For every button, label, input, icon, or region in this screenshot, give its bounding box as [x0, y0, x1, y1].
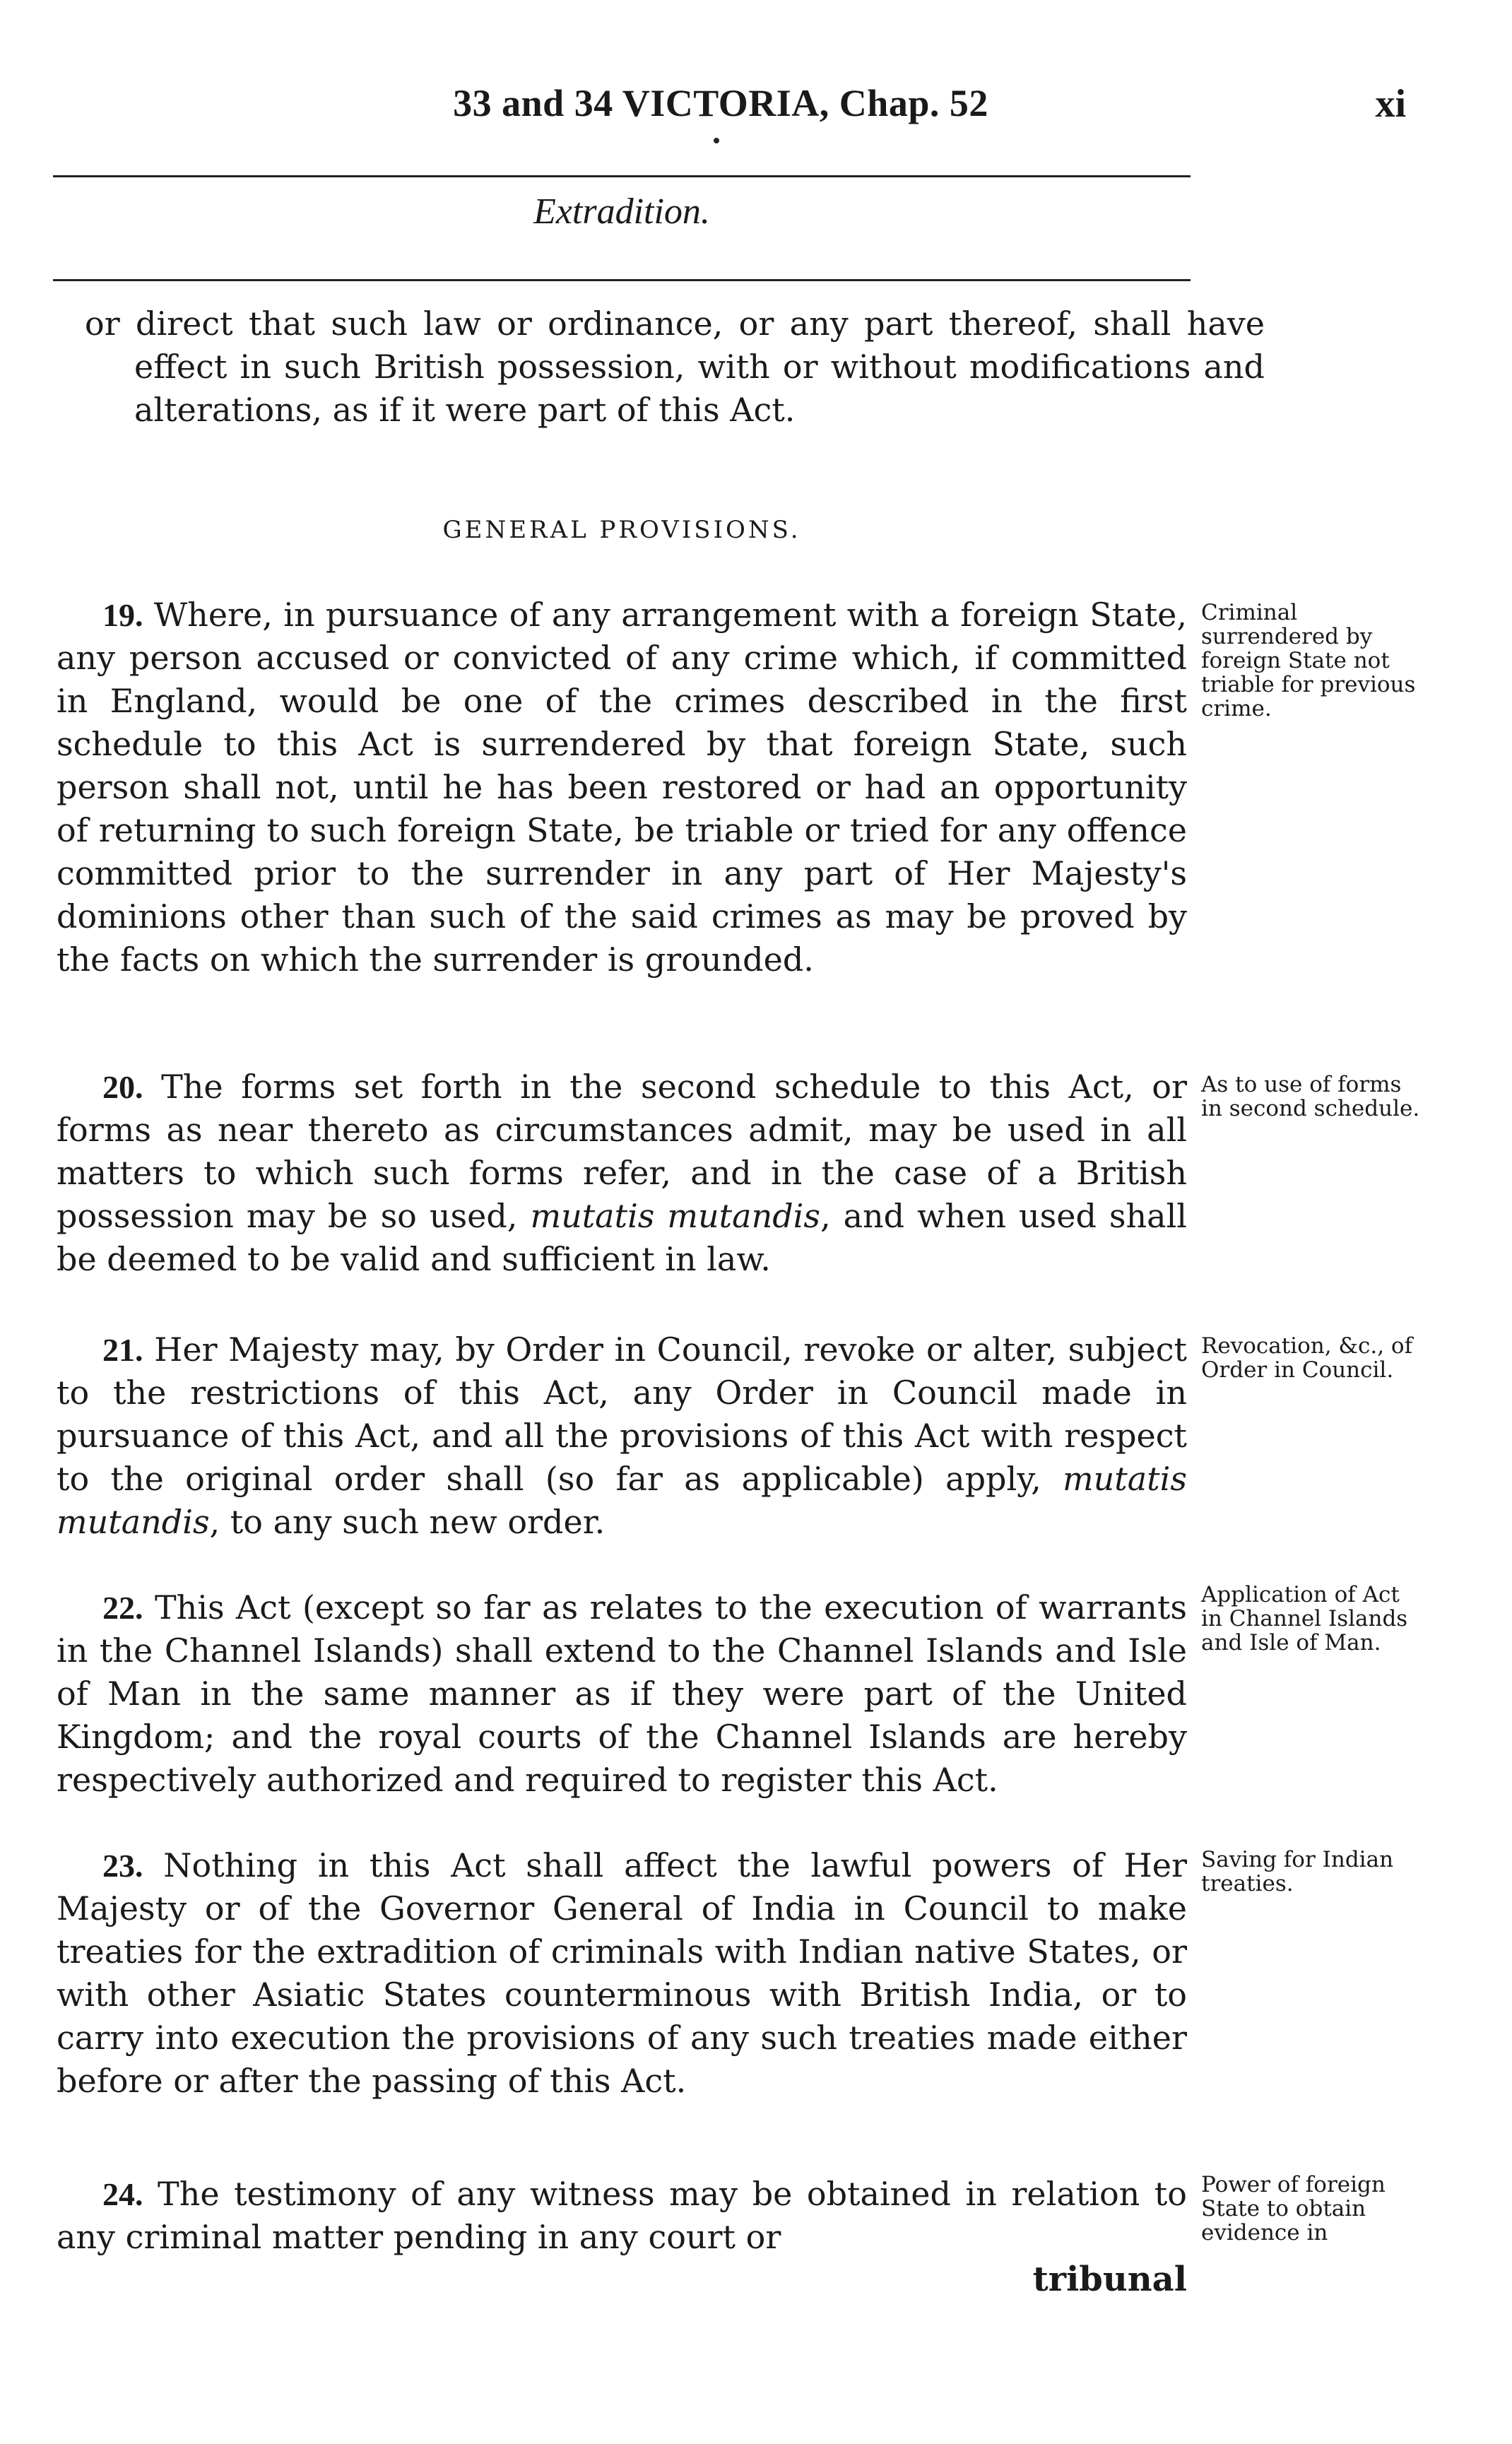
section-24	[57, 2173, 1187, 2259]
continuation-paragraph	[57, 302, 1265, 432]
section-number: 23.	[102, 1848, 143, 1884]
decorative-dot	[714, 138, 719, 143]
section-text-italic: mutatis mutandis	[57, 1460, 1187, 1541]
margin-note-23: Saving for Indian treaties.	[1201, 1847, 1394, 1896]
section-number: 19.	[102, 597, 143, 633]
margin-note-19: Criminal surrendered by foreign State not triable for previous crime.	[1201, 600, 1416, 721]
section-text-end: , to any such new order.	[209, 1503, 606, 1541]
section-number: 24.	[102, 2176, 143, 2212]
section-number: 20.	[102, 1069, 143, 1105]
section-23	[57, 1844, 1187, 2103]
section-number: 22.	[102, 1590, 143, 1626]
margin-note-22: Application of Act in Channel Islands and Isle of Man.	[1201, 1582, 1408, 1655]
continuation-text: or direct that such law or ordinance, or any part thereof, shall have effect in such British possession, with or without modifications and alterations, as if it were part of this Act.	[85, 305, 1265, 429]
section-21	[57, 1328, 1187, 1544]
section-text: The forms set forth in the second schedule to this Act, or forms as near thereto as circumstances admit, may be used in all matters to which such forms refer, and in the case of a British possession may be so used,	[57, 1068, 1187, 1235]
page-header-title: 33 and 34 VICTORIA, Chap. 52	[453, 82, 988, 124]
section-text: The testimony of any witness may be obtained in relation to any criminal matter pending in any court or	[57, 2175, 1187, 2256]
section-text-end: , and when used shall be deemed to be valid and sufficient in law.	[57, 1197, 1187, 1278]
catchword: tribunal	[1032, 2260, 1187, 2299]
section-text: Her Majesty may, by Order in Council, revoke or alter, subject to the restrictions of this Act, any Order in Council made in pursuance of this Act, and all the provisions of this Act with respect to the original order shall (so far as applicable) apply,	[57, 1330, 1187, 1498]
section-22	[57, 1586, 1187, 1802]
margin-note-24: Power of foreign State to obtain evidence in	[1201, 2172, 1386, 2245]
header-rule-top	[53, 175, 1191, 177]
section-number: 21.	[102, 1332, 143, 1368]
section-text-italic: mutatis mutandis	[530, 1197, 820, 1235]
section-text: Where, in pursuance of any arrangement with a foreign State, any person accused or convicted of any crime which, if committed in England, would be one of the crimes described in the first schedule to this Act is surrendered by that foreign State, such person shall not, until he has been restored or had an opportunity of returning to such foreign State, be triable or tried for any offence committed prior to the surrender in any part of Her Majesty's dominions other than such of the said crimes as may be proved by the facts on which the surrender is grounded.	[57, 596, 1188, 979]
margin-note-20: As to use of forms in second schedule.	[1201, 1072, 1420, 1121]
section-heading: GENERAL PROVISIONS.	[442, 516, 801, 544]
section-19	[57, 594, 1187, 981]
header-rule-bottom	[53, 279, 1191, 281]
page-number: xi	[1375, 82, 1406, 126]
section-20	[57, 1065, 1187, 1281]
margin-note-21: Revocation, &c., of Order in Council.	[1201, 1333, 1413, 1383]
section-text: This Act (except so far as relates to the execution of warrants in the Channel Islands) shall extend to the Channel Islands and Isle of Man in the same manner as if they were part of the United Kingdom; and the royal courts of the Channel Islands are hereby respectively authorized and required to register this Act.	[57, 1588, 1187, 1799]
running-title: Extradition.	[533, 191, 710, 232]
section-text: Nothing in this Act shall affect the lawful powers of Her Majesty or of the Governor General of India in Council to make treaties for the extradition of criminals with Indian native States, or with other Asiatic States counterminous with British India, or to carry into execution the provisions of any such treaties made either before or after the passing of this Act.	[57, 1846, 1187, 2100]
